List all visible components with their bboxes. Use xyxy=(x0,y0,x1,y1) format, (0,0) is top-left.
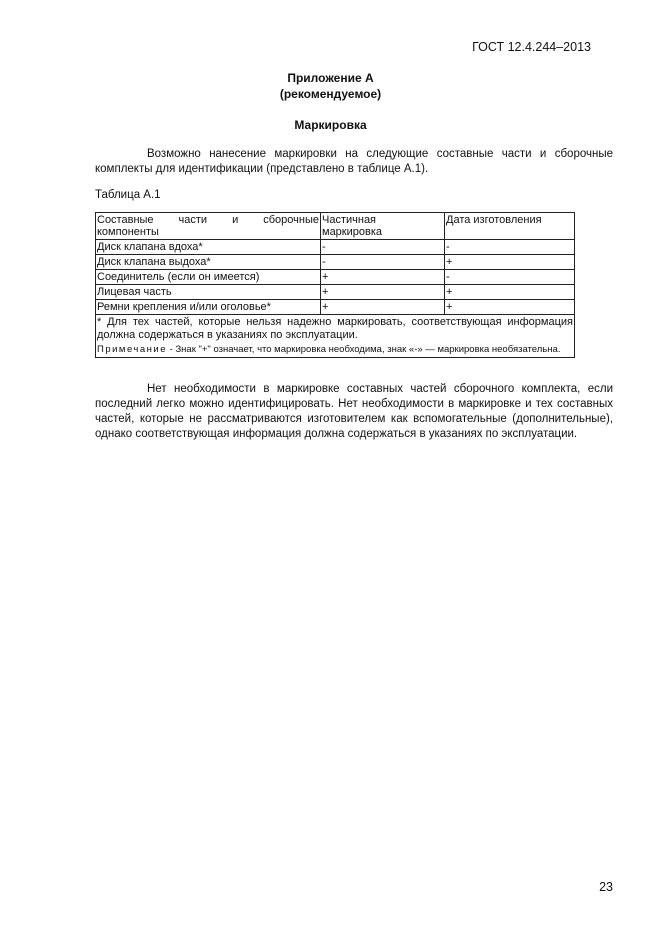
header-partial-marking xyxy=(321,213,445,240)
marking-table xyxy=(95,212,575,358)
appendix-title: Приложение А xyxy=(287,71,374,85)
table-footnote: * Для тех частей, которые нельзя надежно маркировать, соответствующая информация должна содержаться в указаниях по эксплуатации. xyxy=(97,316,573,341)
table-caption: Таблица А.1 xyxy=(95,189,161,201)
cell-partial: + xyxy=(321,300,445,315)
cell-component: Лицевая часть xyxy=(96,285,321,300)
note-label: Примечание xyxy=(97,344,167,355)
document-code: ГОСТ 12.4.244–2013 xyxy=(472,40,591,54)
cell-date: + xyxy=(445,300,575,315)
cell-component: Диск клапана вдоха* xyxy=(96,240,321,255)
cell-partial: + xyxy=(321,285,445,300)
header-components xyxy=(96,213,321,240)
table-footnote-cell xyxy=(96,315,575,358)
table-note xyxy=(97,344,573,356)
table-row xyxy=(96,270,575,285)
cell-date: - xyxy=(445,270,575,285)
table-header-row xyxy=(96,213,575,240)
cell-date: - xyxy=(445,240,575,255)
cell-date: + xyxy=(445,255,575,270)
page-number: 23 xyxy=(599,880,613,894)
table-row xyxy=(96,255,575,270)
intro-paragraph: Возможно нанесение маркировки на следующие составные части и сборочные комплекты для идентификации (представлено в таблице А.1). xyxy=(95,148,613,175)
cell-component: Ремни крепления и/или оголовье* xyxy=(96,300,321,315)
cell-partial: - xyxy=(321,255,445,270)
closing-paragraph: Нет необходимости в маркировке составных частей сборочного комплекта, если последний легко можно идентифицировать. Нет необходимости в маркировке и тех составных частей, которые не рассматриваются изготовителем как вспомогательные (дополнительные), однако соответствующая информация должна содержаться в указаниях по эксплуатации. xyxy=(95,383,613,440)
header-manufacture-date: Дата изготовления xyxy=(445,213,575,240)
cell-component: Диск клапана выдоха* xyxy=(96,255,321,270)
cell-date: + xyxy=(445,285,575,300)
table-row xyxy=(96,285,575,300)
cell-partial: + xyxy=(321,270,445,285)
table-footnote-row xyxy=(96,315,575,358)
header-partial-line2: маркировка xyxy=(322,226,383,238)
table-row xyxy=(96,300,575,315)
appendix-subtitle: (рекомендуемое) xyxy=(279,87,382,101)
note-text: - Знак "+" означает, что маркировка необходима, знак «-» — маркировка необязательна. xyxy=(167,344,561,355)
section-title: Маркировка xyxy=(294,118,367,132)
header-partial-line1: Частичная xyxy=(322,214,377,226)
header-components-line1: Составные части и сборочные xyxy=(97,214,319,226)
header-components-line2: компоненты xyxy=(97,226,159,238)
cell-component: Соединитель (если он имеется) xyxy=(96,270,321,285)
table-row xyxy=(96,240,575,255)
cell-partial: - xyxy=(321,240,445,255)
